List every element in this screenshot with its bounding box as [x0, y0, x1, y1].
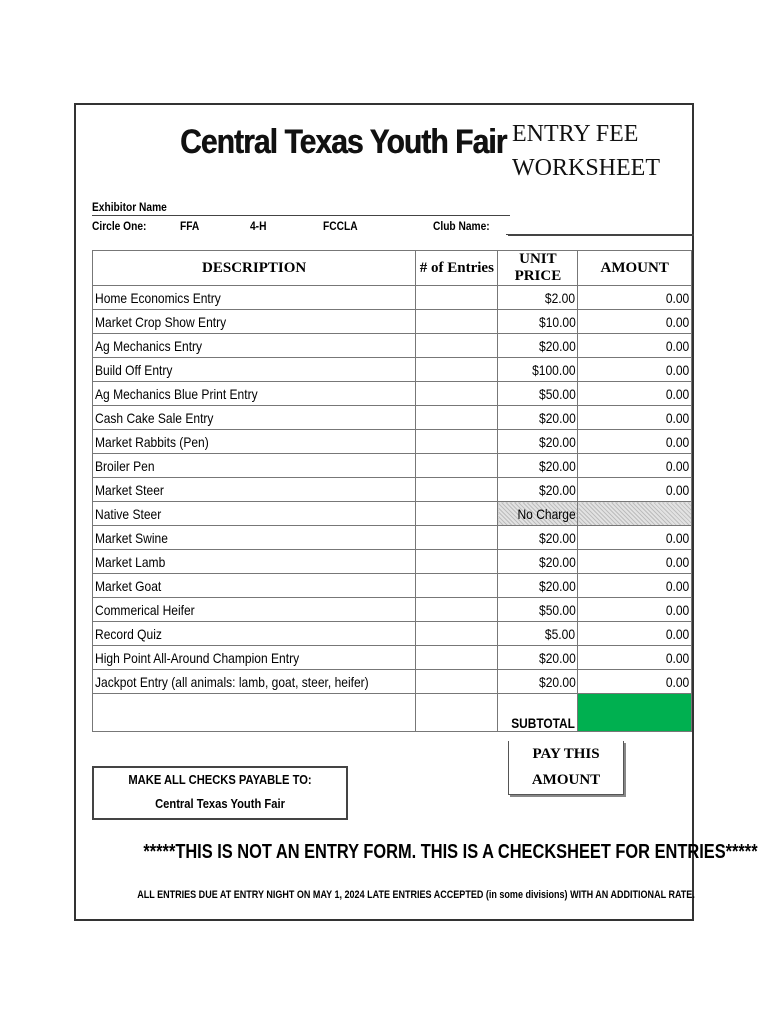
table-row	[93, 286, 692, 310]
row-unit-price: $20.00	[538, 553, 576, 570]
table-row	[93, 646, 692, 670]
deadline-notice-text: ALL ENTRIES DUE AT ENTRY NIGHT ON MAY 1, 2024 LATE ENTRIES ACCEPTED (in some divisions) WITH AN ADDITIONAL RATE.	[137, 889, 695, 901]
row-description: Jackpot Entry (all animals: lamb, goat, steer, heifer)	[95, 673, 369, 690]
row-amount: 0.00	[665, 553, 689, 570]
row-description: Cash Cake Sale Entry	[95, 409, 214, 426]
header-amount: AMOUNT	[578, 251, 692, 286]
row-amount: 0.00	[665, 337, 689, 354]
row-amount: 0.00	[665, 649, 689, 666]
row-unit-price: $2.00	[545, 289, 576, 306]
row-unit-price-no-charge: No Charge	[517, 505, 576, 522]
table-row	[93, 334, 692, 358]
table-row	[93, 358, 692, 382]
table-row	[93, 622, 692, 646]
circle-one-label: Circle One:	[92, 219, 147, 233]
row-description: Market Rabbits (Pen)	[95, 433, 209, 450]
header-divider-line	[506, 234, 694, 235]
row-unit-price: $50.00	[538, 601, 576, 618]
row-unit-price: $100.00	[531, 361, 576, 378]
deadline-notice	[76, 889, 695, 901]
row-entries-input[interactable]	[416, 574, 498, 598]
checksheet-notice-text: *****THIS IS NOT AN ENTRY FORM. THIS IS A CHECKSHEET FOR ENTRIES*****	[143, 841, 758, 863]
row-amount: 0.00	[665, 385, 689, 402]
table-row	[93, 382, 692, 406]
row-unit-price: $50.00	[538, 385, 576, 402]
checksheet-notice	[76, 841, 758, 864]
option-ffa[interactable]: FFA	[180, 219, 200, 233]
row-entries-input[interactable]	[416, 406, 498, 430]
row-description: Ag Mechanics Entry	[95, 337, 203, 354]
row-amount: 0.00	[665, 361, 689, 378]
row-amount: 0.00	[665, 409, 689, 426]
row-amount: 0.00	[665, 313, 689, 330]
row-entries-input[interactable]	[416, 598, 498, 622]
table-row	[93, 406, 692, 430]
option-fccla[interactable]: FCCLA	[323, 219, 358, 233]
pay-this-amount-box	[508, 741, 624, 795]
row-unit-price: $20.00	[538, 433, 576, 450]
row-amount: 0.00	[665, 289, 689, 306]
row-description: Home Economics Entry	[95, 289, 221, 306]
exhibitor-name-line[interactable]	[92, 215, 510, 216]
row-unit-price: $20.00	[538, 409, 576, 426]
row-description: Ag Mechanics Blue Print Entry	[95, 385, 258, 402]
checks-line2: Central Texas Youth Fair	[155, 796, 285, 811]
worksheet-title	[512, 117, 660, 185]
table-row	[93, 478, 692, 502]
subtotal-blank-cell	[93, 694, 416, 732]
table-row	[93, 526, 692, 550]
header-description: DESCRIPTION	[93, 251, 416, 286]
row-description: Native Steer	[95, 505, 162, 522]
table-row	[93, 430, 692, 454]
exhibitor-name-label: Exhibitor Name	[92, 200, 167, 214]
club-name-line[interactable]	[508, 235, 694, 236]
row-unit-price: $20.00	[538, 457, 576, 474]
row-entries-input[interactable]	[416, 550, 498, 574]
checks-payable-box	[92, 766, 348, 820]
row-amount: 0.00	[665, 625, 689, 642]
row-amount: 0.00	[665, 529, 689, 546]
row-description: Market Crop Show Entry	[95, 313, 227, 330]
table-row	[93, 550, 692, 574]
subtotal-row	[93, 694, 692, 732]
entry-fee-table	[92, 250, 692, 732]
row-amount: 0.00	[665, 673, 689, 690]
subtotal-entries-blank	[416, 694, 498, 732]
row-entries-input[interactable]	[416, 526, 498, 550]
worksheet-title-line1: ENTRY FEE	[512, 121, 639, 147]
worksheet-page	[74, 103, 758, 921]
row-unit-price: $20.00	[538, 577, 576, 594]
row-description: Record Quiz	[95, 625, 162, 642]
header-entries: # of Entries	[416, 251, 498, 286]
row-unit-price: $10.00	[538, 313, 576, 330]
table-row	[93, 574, 692, 598]
pay-line1: PAY THIS	[532, 746, 600, 762]
checks-line1: MAKE ALL CHECKS PAYABLE TO:	[128, 772, 312, 787]
subtotal-amount	[578, 694, 692, 732]
table-header-row	[93, 251, 692, 286]
table-row	[93, 502, 692, 526]
table-row	[93, 598, 692, 622]
row-entries-input[interactable]	[416, 286, 498, 310]
row-entries-input[interactable]	[416, 622, 498, 646]
row-unit-price: $20.00	[538, 529, 576, 546]
row-entries-input[interactable]	[416, 646, 498, 670]
row-unit-price: $5.00	[545, 625, 576, 642]
row-unit-price: $20.00	[538, 481, 576, 498]
header-unit-price: UNIT PRICE	[498, 251, 578, 286]
row-description: Market Goat	[95, 577, 162, 594]
row-entries-input[interactable]	[416, 670, 498, 694]
pay-line2: AMOUNT	[531, 772, 601, 788]
club-name-label: Club Name:	[433, 219, 490, 233]
subtotal-label: SUBTOTAL	[511, 715, 576, 731]
row-entries-input[interactable]	[416, 382, 498, 406]
row-description: Build Off Entry	[95, 361, 173, 378]
row-entries-input[interactable]	[416, 358, 498, 382]
table-row	[93, 670, 692, 694]
row-description: High Point All-Around Champion Entry	[95, 649, 300, 666]
row-amount: 0.00	[665, 481, 689, 498]
row-amount: 0.00	[665, 457, 689, 474]
row-entries-input[interactable]	[416, 430, 498, 454]
row-amount: 0.00	[665, 577, 689, 594]
table-row	[93, 310, 692, 334]
row-unit-price: $20.00	[538, 673, 576, 690]
page-title: Central Texas Youth Fair	[180, 123, 507, 161]
table-row	[93, 454, 692, 478]
row-amount-disabled	[578, 502, 692, 526]
row-entries-input[interactable]	[416, 502, 498, 526]
row-entries-input[interactable]	[416, 334, 498, 358]
row-amount: 0.00	[665, 433, 689, 450]
row-description: Commerical Heifer	[95, 601, 195, 618]
worksheet-title-line2: WORKSHEET	[512, 155, 660, 181]
row-unit-price: $20.00	[538, 649, 576, 666]
row-description: Market Lamb	[95, 553, 166, 570]
row-unit-price: $20.00	[538, 337, 576, 354]
row-description: Market Swine	[95, 529, 168, 546]
row-entries-input[interactable]	[416, 478, 498, 502]
row-amount: 0.00	[665, 601, 689, 618]
row-entries-input[interactable]	[416, 310, 498, 334]
option-4h[interactable]: 4-H	[250, 219, 267, 233]
row-description: Broiler Pen	[95, 457, 155, 474]
row-entries-input[interactable]	[416, 454, 498, 478]
row-description: Market Steer	[95, 481, 164, 498]
